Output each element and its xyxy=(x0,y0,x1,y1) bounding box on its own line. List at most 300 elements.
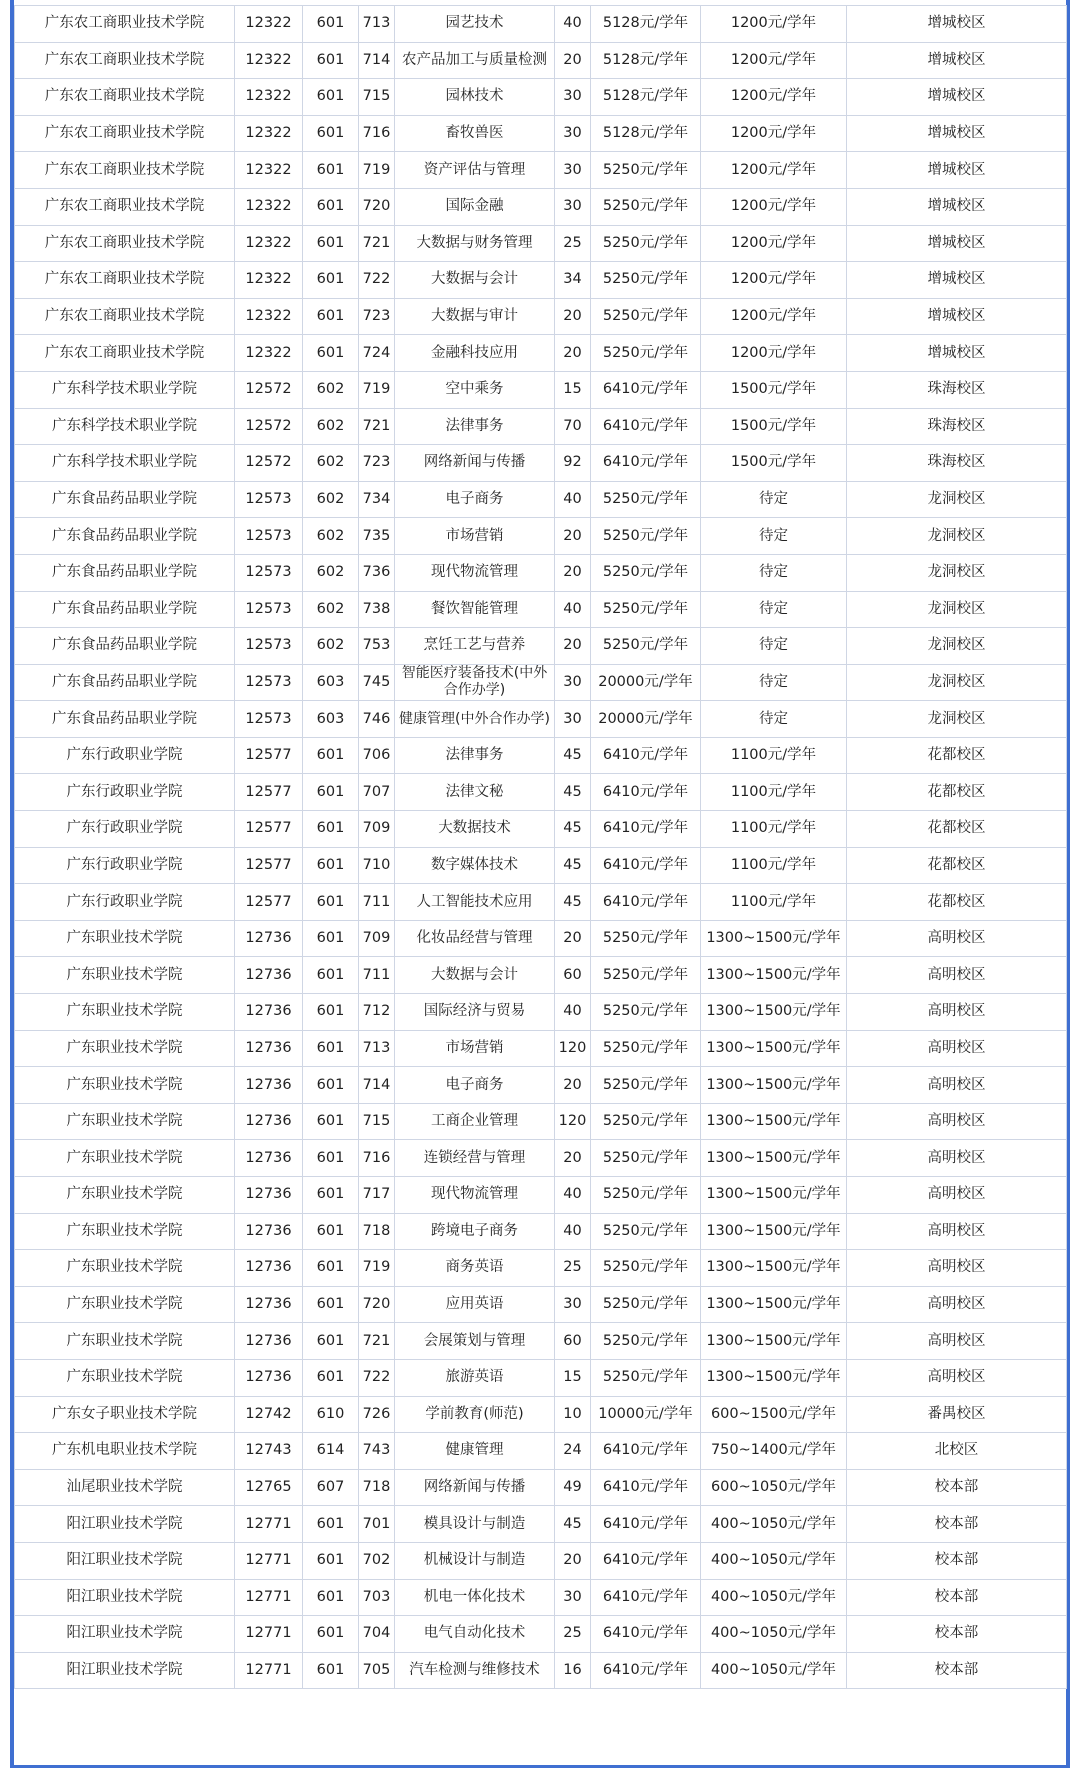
school-cell: 广东职业技术学院 xyxy=(15,1067,235,1104)
group-code-cell: 601 xyxy=(303,1579,359,1616)
accommodation-fee-cell: 750~1400元/学年 xyxy=(701,1433,847,1470)
school-cell: 广东食品药品职业学院 xyxy=(15,701,235,738)
campus-cell: 龙洞校区 xyxy=(847,628,1067,665)
school-code-cell: 12577 xyxy=(235,847,303,884)
major-cell: 电子商务 xyxy=(395,1067,555,1104)
tuition-cell: 5250元/学年 xyxy=(591,1140,701,1177)
accommodation-fee-cell: 1100元/学年 xyxy=(701,811,847,848)
campus-cell: 龙洞校区 xyxy=(847,591,1067,628)
table-row xyxy=(15,1396,1067,1433)
table-row xyxy=(15,225,1067,262)
school-cell: 广东职业技术学院 xyxy=(15,957,235,994)
tuition-cell: 5250元/学年 xyxy=(591,1323,701,1360)
major-code-cell: 712 xyxy=(359,994,395,1031)
school-code-cell: 12572 xyxy=(235,371,303,408)
tuition-cell: 6410元/学年 xyxy=(591,1469,701,1506)
accommodation-fee-cell: 1300~1500元/学年 xyxy=(701,1323,847,1360)
group-code-cell: 601 xyxy=(303,1323,359,1360)
school-code-cell: 12322 xyxy=(235,79,303,116)
accommodation-fee-cell: 1300~1500元/学年 xyxy=(701,1177,847,1214)
tuition-cell: 6410元/学年 xyxy=(591,1616,701,1653)
major-cell: 金融科技应用 xyxy=(395,335,555,372)
school-code-cell: 12322 xyxy=(235,225,303,262)
major-cell: 烹饪工艺与营养 xyxy=(395,628,555,665)
school-code-cell: 12771 xyxy=(235,1542,303,1579)
major-cell: 大数据与财务管理 xyxy=(395,225,555,262)
school-code-cell: 12771 xyxy=(235,1579,303,1616)
school-cell: 广东职业技术学院 xyxy=(15,1286,235,1323)
major-cell: 应用英语 xyxy=(395,1286,555,1323)
major-code-cell: 707 xyxy=(359,774,395,811)
accommodation-fee-cell: 400~1050元/学年 xyxy=(701,1652,847,1689)
plan-count-cell: 25 xyxy=(555,1250,591,1287)
tuition-cell: 6410元/学年 xyxy=(591,1542,701,1579)
campus-cell: 珠海校区 xyxy=(847,445,1067,482)
plan-count-cell: 20 xyxy=(555,335,591,372)
campus-cell: 龙洞校区 xyxy=(847,554,1067,591)
tuition-cell: 5250元/学年 xyxy=(591,518,701,555)
major-cell: 现代物流管理 xyxy=(395,1177,555,1214)
major-code-cell: 709 xyxy=(359,811,395,848)
school-code-cell: 12736 xyxy=(235,1286,303,1323)
table-row xyxy=(15,664,1067,701)
major-code-cell: 721 xyxy=(359,408,395,445)
school-cell: 广东农工商职业技术学院 xyxy=(15,298,235,335)
tuition-cell: 10000元/学年 xyxy=(591,1396,701,1433)
school-cell: 广东职业技术学院 xyxy=(15,1359,235,1396)
school-code-cell: 12573 xyxy=(235,518,303,555)
campus-cell: 校本部 xyxy=(847,1542,1067,1579)
plan-count-cell: 15 xyxy=(555,1359,591,1396)
major-code-cell: 705 xyxy=(359,1652,395,1689)
school-code-cell: 12322 xyxy=(235,6,303,43)
plan-count-cell: 20 xyxy=(555,1140,591,1177)
school-cell: 广东农工商职业技术学院 xyxy=(15,188,235,225)
group-code-cell: 601 xyxy=(303,1103,359,1140)
group-code-cell: 601 xyxy=(303,152,359,189)
tuition-cell: 6410元/学年 xyxy=(591,371,701,408)
campus-cell: 增城校区 xyxy=(847,225,1067,262)
school-code-cell: 12322 xyxy=(235,298,303,335)
school-cell: 广东农工商职业技术学院 xyxy=(15,225,235,262)
group-code-cell: 601 xyxy=(303,994,359,1031)
table-row xyxy=(15,371,1067,408)
plan-count-cell: 16 xyxy=(555,1652,591,1689)
school-code-cell: 12573 xyxy=(235,554,303,591)
campus-cell: 校本部 xyxy=(847,1616,1067,1653)
table-row xyxy=(15,1652,1067,1689)
group-code-cell: 601 xyxy=(303,811,359,848)
major-cell: 化妆品经营与管理 xyxy=(395,920,555,957)
school-cell: 广东食品药品职业学院 xyxy=(15,518,235,555)
major-code-cell: 736 xyxy=(359,554,395,591)
table-body xyxy=(15,6,1067,1689)
major-code-cell: 719 xyxy=(359,152,395,189)
major-code-cell: 735 xyxy=(359,518,395,555)
school-code-cell: 12322 xyxy=(235,335,303,372)
school-code-cell: 12736 xyxy=(235,1067,303,1104)
table-row xyxy=(15,1030,1067,1067)
school-cell: 广东职业技术学院 xyxy=(15,1250,235,1287)
school-cell: 阳江职业技术学院 xyxy=(15,1506,235,1543)
plan-count-cell: 120 xyxy=(555,1103,591,1140)
table-row xyxy=(15,957,1067,994)
tuition-cell: 6410元/学年 xyxy=(591,811,701,848)
school-code-cell: 12573 xyxy=(235,591,303,628)
major-cell: 空中乘务 xyxy=(395,371,555,408)
major-code-cell: 703 xyxy=(359,1579,395,1616)
school-cell: 广东食品药品职业学院 xyxy=(15,554,235,591)
school-cell: 广东行政职业学院 xyxy=(15,847,235,884)
major-code-cell: 704 xyxy=(359,1616,395,1653)
plan-count-cell: 40 xyxy=(555,6,591,43)
major-cell: 健康管理 xyxy=(395,1433,555,1470)
group-code-cell: 601 xyxy=(303,1652,359,1689)
plan-count-cell: 30 xyxy=(555,701,591,738)
school-code-cell: 12736 xyxy=(235,920,303,957)
major-code-cell: 721 xyxy=(359,1323,395,1360)
school-cell: 广东食品药品职业学院 xyxy=(15,591,235,628)
group-code-cell: 602 xyxy=(303,371,359,408)
school-cell: 广东职业技术学院 xyxy=(15,1177,235,1214)
group-code-cell: 601 xyxy=(303,774,359,811)
table-row xyxy=(15,994,1067,1031)
school-cell: 广东食品药品职业学院 xyxy=(15,481,235,518)
major-cell: 商务英语 xyxy=(395,1250,555,1287)
enrollment-table xyxy=(14,5,1067,1689)
plan-count-cell: 60 xyxy=(555,1323,591,1360)
group-code-cell: 601 xyxy=(303,6,359,43)
major-cell: 网络新闻与传播 xyxy=(395,1469,555,1506)
group-code-cell: 601 xyxy=(303,298,359,335)
tuition-cell: 5128元/学年 xyxy=(591,6,701,43)
tuition-cell: 6410元/学年 xyxy=(591,847,701,884)
table-row xyxy=(15,1323,1067,1360)
table-row xyxy=(15,884,1067,921)
table-row xyxy=(15,1286,1067,1323)
school-cell: 阳江职业技术学院 xyxy=(15,1616,235,1653)
campus-cell: 花都校区 xyxy=(847,847,1067,884)
campus-cell: 高明校区 xyxy=(847,1140,1067,1177)
campus-cell: 增城校区 xyxy=(847,298,1067,335)
school-cell: 广东职业技术学院 xyxy=(15,994,235,1031)
major-cell: 大数据与会计 xyxy=(395,957,555,994)
group-code-cell: 602 xyxy=(303,628,359,665)
major-cell: 国际金融 xyxy=(395,188,555,225)
major-cell: 旅游英语 xyxy=(395,1359,555,1396)
table-row xyxy=(15,1616,1067,1653)
school-code-cell: 12573 xyxy=(235,481,303,518)
table-row xyxy=(15,335,1067,372)
school-code-cell: 12771 xyxy=(235,1506,303,1543)
school-cell: 广东女子职业技术学院 xyxy=(15,1396,235,1433)
major-cell: 资产评估与管理 xyxy=(395,152,555,189)
campus-cell: 花都校区 xyxy=(847,737,1067,774)
plan-count-cell: 30 xyxy=(555,664,591,701)
accommodation-fee-cell: 1200元/学年 xyxy=(701,115,847,152)
table-row xyxy=(15,79,1067,116)
campus-cell: 高明校区 xyxy=(847,1177,1067,1214)
group-code-cell: 601 xyxy=(303,335,359,372)
group-code-cell: 601 xyxy=(303,188,359,225)
tuition-cell: 6410元/学年 xyxy=(591,445,701,482)
school-cell: 广东职业技术学院 xyxy=(15,920,235,957)
table-row xyxy=(15,1542,1067,1579)
tuition-cell: 6410元/学年 xyxy=(591,737,701,774)
major-code-cell: 710 xyxy=(359,847,395,884)
school-cell: 广东职业技术学院 xyxy=(15,1140,235,1177)
school-cell: 广东职业技术学院 xyxy=(15,1323,235,1360)
major-code-cell: 716 xyxy=(359,1140,395,1177)
plan-count-cell: 25 xyxy=(555,225,591,262)
major-code-cell: 738 xyxy=(359,591,395,628)
school-code-cell: 12736 xyxy=(235,1103,303,1140)
school-code-cell: 12771 xyxy=(235,1652,303,1689)
plan-count-cell: 20 xyxy=(555,518,591,555)
major-code-cell: 701 xyxy=(359,1506,395,1543)
tuition-cell: 5250元/学年 xyxy=(591,152,701,189)
tuition-cell: 5250元/学年 xyxy=(591,1213,701,1250)
tuition-cell: 5250元/学年 xyxy=(591,481,701,518)
tuition-cell: 6410元/学年 xyxy=(591,1579,701,1616)
school-code-cell: 12577 xyxy=(235,774,303,811)
accommodation-fee-cell: 1300~1500元/学年 xyxy=(701,1359,847,1396)
accommodation-fee-cell: 1300~1500元/学年 xyxy=(701,1030,847,1067)
plan-count-cell: 30 xyxy=(555,1286,591,1323)
school-cell: 广东农工商职业技术学院 xyxy=(15,115,235,152)
plan-count-cell: 40 xyxy=(555,481,591,518)
accommodation-fee-cell: 400~1050元/学年 xyxy=(701,1579,847,1616)
accommodation-fee-cell: 1300~1500元/学年 xyxy=(701,1286,847,1323)
group-code-cell: 601 xyxy=(303,737,359,774)
school-code-cell: 12743 xyxy=(235,1433,303,1470)
major-cell: 工商企业管理 xyxy=(395,1103,555,1140)
table-row xyxy=(15,737,1067,774)
accommodation-fee-cell: 待定 xyxy=(701,664,847,701)
major-cell: 农产品加工与质量检测 xyxy=(395,42,555,79)
table-row xyxy=(15,1433,1067,1470)
school-cell: 广东农工商职业技术学院 xyxy=(15,6,235,43)
accommodation-fee-cell: 1200元/学年 xyxy=(701,298,847,335)
campus-cell: 增城校区 xyxy=(847,6,1067,43)
group-code-cell: 601 xyxy=(303,1067,359,1104)
group-code-cell: 601 xyxy=(303,1213,359,1250)
table-row xyxy=(15,1177,1067,1214)
major-cell: 连锁经营与管理 xyxy=(395,1140,555,1177)
major-cell: 智能医疗装备技术(中外合作办学) xyxy=(395,664,555,701)
accommodation-fee-cell: 1500元/学年 xyxy=(701,371,847,408)
table-row xyxy=(15,1359,1067,1396)
tuition-cell: 6410元/学年 xyxy=(591,1433,701,1470)
major-code-cell: 709 xyxy=(359,920,395,957)
school-code-cell: 12736 xyxy=(235,1323,303,1360)
table-row xyxy=(15,920,1067,957)
plan-count-cell: 30 xyxy=(555,152,591,189)
group-code-cell: 601 xyxy=(303,1506,359,1543)
group-code-cell: 601 xyxy=(303,1542,359,1579)
tuition-cell: 5250元/学年 xyxy=(591,1030,701,1067)
plan-count-cell: 40 xyxy=(555,1213,591,1250)
accommodation-fee-cell: 1200元/学年 xyxy=(701,188,847,225)
tuition-cell: 5250元/学年 xyxy=(591,298,701,335)
tuition-cell: 5250元/学年 xyxy=(591,262,701,299)
school-code-cell: 12742 xyxy=(235,1396,303,1433)
tuition-cell: 5250元/学年 xyxy=(591,1067,701,1104)
plan-count-cell: 92 xyxy=(555,445,591,482)
major-code-cell: 717 xyxy=(359,1177,395,1214)
tuition-cell: 5250元/学年 xyxy=(591,554,701,591)
campus-cell: 高明校区 xyxy=(847,1250,1067,1287)
accommodation-fee-cell: 1300~1500元/学年 xyxy=(701,1140,847,1177)
tuition-cell: 6410元/学年 xyxy=(591,1506,701,1543)
table-row xyxy=(15,1103,1067,1140)
school-code-cell: 12322 xyxy=(235,152,303,189)
tuition-cell: 5128元/学年 xyxy=(591,42,701,79)
major-code-cell: 715 xyxy=(359,79,395,116)
plan-count-cell: 45 xyxy=(555,847,591,884)
major-cell: 国际经济与贸易 xyxy=(395,994,555,1031)
tuition-cell: 5250元/学年 xyxy=(591,188,701,225)
school-code-cell: 12736 xyxy=(235,1140,303,1177)
school-cell: 阳江职业技术学院 xyxy=(15,1579,235,1616)
plan-count-cell: 30 xyxy=(555,79,591,116)
plan-count-cell: 30 xyxy=(555,115,591,152)
table-row xyxy=(15,6,1067,43)
table-row xyxy=(15,1579,1067,1616)
campus-cell: 增城校区 xyxy=(847,115,1067,152)
school-cell: 广东科学技术职业学院 xyxy=(15,445,235,482)
major-cell: 学前教育(师范) xyxy=(395,1396,555,1433)
tuition-cell: 5250元/学年 xyxy=(591,957,701,994)
plan-count-cell: 40 xyxy=(555,1177,591,1214)
major-code-cell: 702 xyxy=(359,1542,395,1579)
major-cell: 市场营销 xyxy=(395,518,555,555)
table-row xyxy=(15,408,1067,445)
campus-cell: 花都校区 xyxy=(847,774,1067,811)
accommodation-fee-cell: 待定 xyxy=(701,481,847,518)
major-code-cell: 718 xyxy=(359,1469,395,1506)
accommodation-fee-cell: 待定 xyxy=(701,701,847,738)
campus-cell: 增城校区 xyxy=(847,42,1067,79)
plan-count-cell: 120 xyxy=(555,1030,591,1067)
campus-cell: 增城校区 xyxy=(847,188,1067,225)
plan-count-cell: 30 xyxy=(555,188,591,225)
campus-cell: 龙洞校区 xyxy=(847,481,1067,518)
major-cell: 电子商务 xyxy=(395,481,555,518)
accommodation-fee-cell: 1300~1500元/学年 xyxy=(701,994,847,1031)
major-code-cell: 720 xyxy=(359,188,395,225)
accommodation-fee-cell: 1300~1500元/学年 xyxy=(701,1213,847,1250)
major-cell: 人工智能技术应用 xyxy=(395,884,555,921)
plan-count-cell: 60 xyxy=(555,957,591,994)
accommodation-fee-cell: 待定 xyxy=(701,591,847,628)
group-code-cell: 601 xyxy=(303,1250,359,1287)
tuition-cell: 20000元/学年 xyxy=(591,701,701,738)
accommodation-fee-cell: 1200元/学年 xyxy=(701,262,847,299)
accommodation-fee-cell: 1100元/学年 xyxy=(701,884,847,921)
school-code-cell: 12577 xyxy=(235,884,303,921)
campus-cell: 增城校区 xyxy=(847,152,1067,189)
group-code-cell: 614 xyxy=(303,1433,359,1470)
table-row xyxy=(15,152,1067,189)
campus-cell: 校本部 xyxy=(847,1652,1067,1689)
campus-cell: 北校区 xyxy=(847,1433,1067,1470)
major-cell: 餐饮智能管理 xyxy=(395,591,555,628)
school-code-cell: 12322 xyxy=(235,262,303,299)
plan-count-cell: 20 xyxy=(555,1542,591,1579)
table-row xyxy=(15,1067,1067,1104)
school-code-cell: 12736 xyxy=(235,1030,303,1067)
campus-cell: 校本部 xyxy=(847,1469,1067,1506)
campus-cell: 花都校区 xyxy=(847,884,1067,921)
major-cell: 网络新闻与传播 xyxy=(395,445,555,482)
tuition-cell: 5250元/学年 xyxy=(591,335,701,372)
group-code-cell: 601 xyxy=(303,957,359,994)
major-code-cell: 723 xyxy=(359,445,395,482)
school-cell: 广东农工商职业技术学院 xyxy=(15,42,235,79)
major-code-cell: 722 xyxy=(359,1359,395,1396)
major-cell: 大数据技术 xyxy=(395,811,555,848)
campus-cell: 高明校区 xyxy=(847,920,1067,957)
table-row xyxy=(15,481,1067,518)
tuition-cell: 6410元/学年 xyxy=(591,408,701,445)
group-code-cell: 601 xyxy=(303,79,359,116)
plan-count-cell: 49 xyxy=(555,1469,591,1506)
major-cell: 法律事务 xyxy=(395,737,555,774)
accommodation-fee-cell: 待定 xyxy=(701,628,847,665)
school-cell: 广东行政职业学院 xyxy=(15,884,235,921)
accommodation-fee-cell: 1200元/学年 xyxy=(701,79,847,116)
campus-cell: 高明校区 xyxy=(847,1030,1067,1067)
accommodation-fee-cell: 待定 xyxy=(701,554,847,591)
group-code-cell: 601 xyxy=(303,1359,359,1396)
major-code-cell: 718 xyxy=(359,1213,395,1250)
group-code-cell: 601 xyxy=(303,884,359,921)
school-code-cell: 12736 xyxy=(235,994,303,1031)
tuition-cell: 5250元/学年 xyxy=(591,1286,701,1323)
tuition-cell: 5250元/学年 xyxy=(591,1359,701,1396)
campus-cell: 龙洞校区 xyxy=(847,701,1067,738)
school-cell: 广东职业技术学院 xyxy=(15,1030,235,1067)
major-code-cell: 722 xyxy=(359,262,395,299)
group-code-cell: 602 xyxy=(303,518,359,555)
major-code-cell: 720 xyxy=(359,1286,395,1323)
major-code-cell: 715 xyxy=(359,1103,395,1140)
tuition-cell: 5250元/学年 xyxy=(591,591,701,628)
school-code-cell: 12572 xyxy=(235,445,303,482)
accommodation-fee-cell: 1200元/学年 xyxy=(701,225,847,262)
campus-cell: 高明校区 xyxy=(847,1213,1067,1250)
major-cell: 数字媒体技术 xyxy=(395,847,555,884)
group-code-cell: 610 xyxy=(303,1396,359,1433)
campus-cell: 番禺校区 xyxy=(847,1396,1067,1433)
tuition-cell: 5250元/学年 xyxy=(591,920,701,957)
campus-cell: 增城校区 xyxy=(847,262,1067,299)
accommodation-fee-cell: 600~1050元/学年 xyxy=(701,1469,847,1506)
tuition-cell: 5250元/学年 xyxy=(591,994,701,1031)
major-cell: 大数据与会计 xyxy=(395,262,555,299)
tuition-cell: 6410元/学年 xyxy=(591,884,701,921)
school-code-cell: 12572 xyxy=(235,408,303,445)
table-row xyxy=(15,518,1067,555)
school-code-cell: 12736 xyxy=(235,1213,303,1250)
school-cell: 广东机电职业技术学院 xyxy=(15,1433,235,1470)
major-code-cell: 724 xyxy=(359,335,395,372)
group-code-cell: 601 xyxy=(303,1286,359,1323)
campus-cell: 高明校区 xyxy=(847,1067,1067,1104)
major-code-cell: 753 xyxy=(359,628,395,665)
group-code-cell: 602 xyxy=(303,554,359,591)
